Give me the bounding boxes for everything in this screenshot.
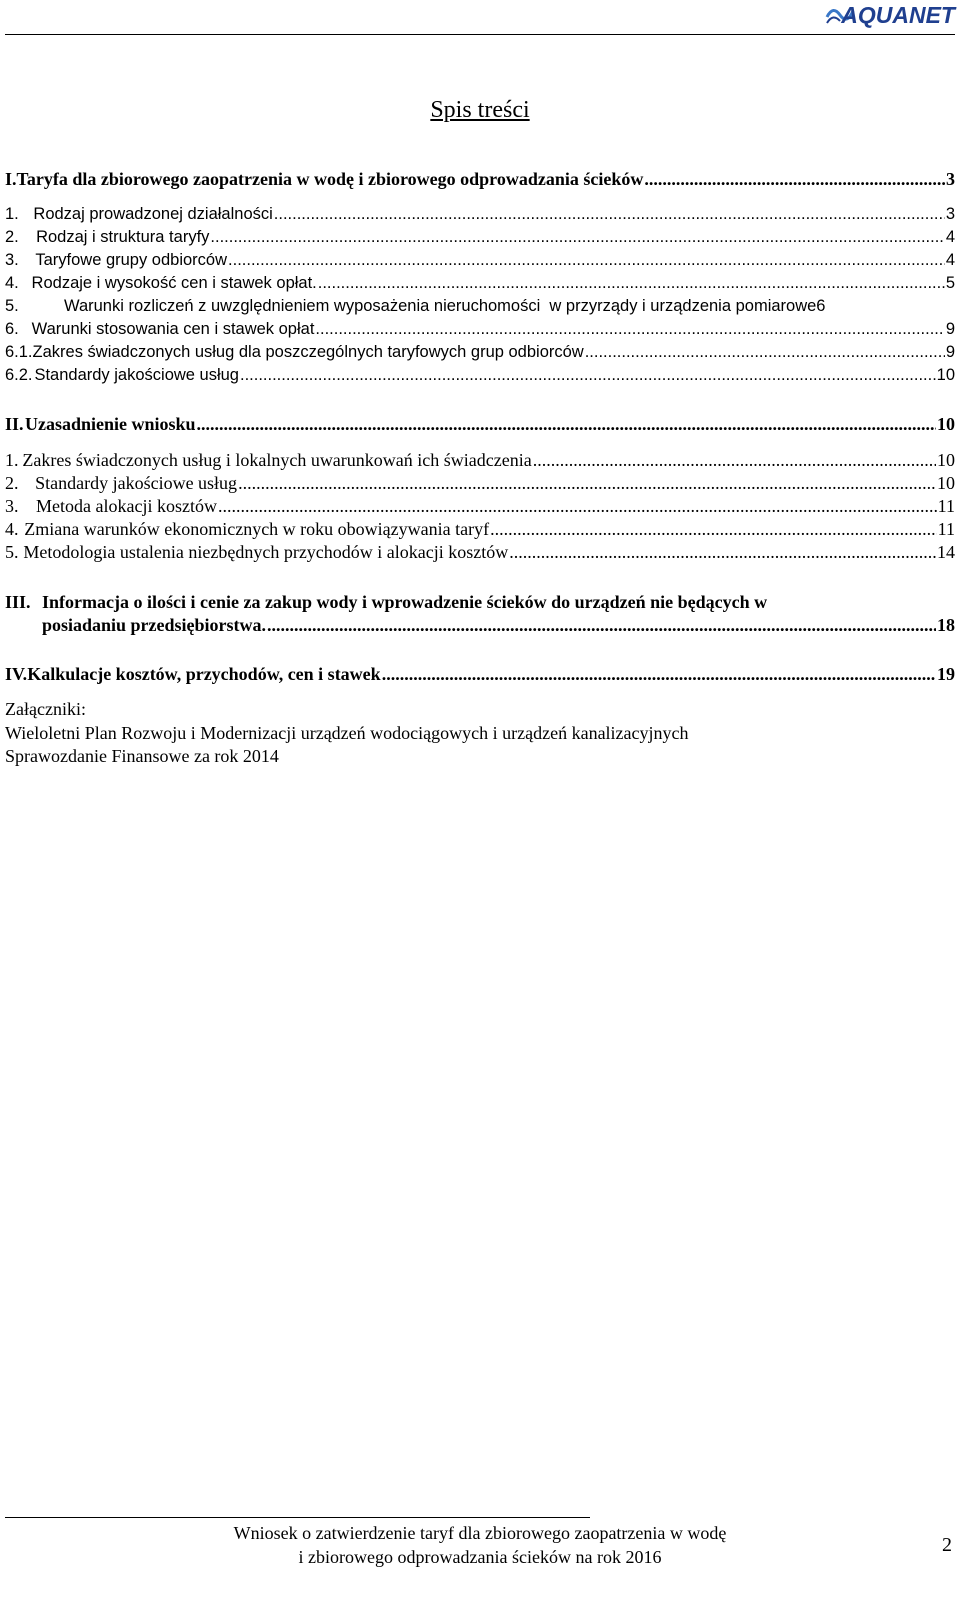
toc-page: 19	[937, 664, 955, 684]
toc-leader	[218, 495, 937, 518]
toc-leader	[228, 249, 945, 272]
logo-text: AQUANET	[841, 2, 955, 28]
header-divider	[5, 34, 955, 35]
toc-page: 9	[945, 320, 955, 338]
toc-text: Kalkulacje kosztów, przychodów, cen i stawek	[27, 664, 381, 684]
toc-leader	[509, 541, 936, 564]
footer-divider	[5, 1517, 590, 1518]
toc-entry[interactable]	[5, 495, 955, 518]
toc-text: Rodzaj prowadzonej działalności	[33, 205, 273, 223]
toc-page: 14	[937, 542, 955, 562]
toc-leader	[490, 518, 937, 541]
toc-entry[interactable]	[5, 295, 955, 318]
toc-text: Zakres świadczonych usług dla poszczególnych taryfowych grup odbiorców	[32, 343, 584, 361]
toc-leader	[210, 226, 944, 249]
toc-page: 11	[937, 519, 955, 539]
toc-page: 18	[937, 615, 955, 635]
toc-number: 5.	[5, 297, 19, 315]
toc-text: Rodzaj i struktura taryfy	[36, 228, 210, 246]
toc-entry[interactable]	[5, 226, 955, 249]
toc-entry-section-3-line2[interactable]	[42, 614, 955, 637]
toc-number: 4.	[5, 274, 19, 292]
footer-text	[0, 1521, 960, 1569]
toc-text: Taryfa dla zbiorowego zaopatrzenia w wodę i zbiorowego odprowadzania ścieków	[16, 169, 644, 189]
toc-page: 4	[945, 251, 955, 269]
toc-number: 3.	[5, 496, 19, 516]
toc-text: Zakres świadczonych usług i lokalnych uwarunkowań ich świadczenia	[22, 450, 532, 470]
toc-entry[interactable]	[5, 341, 955, 364]
toc-number: 1.	[5, 450, 19, 470]
toc-number: III.	[5, 592, 31, 612]
toc-entry-section-4[interactable]	[5, 663, 955, 686]
toc-number: 2.	[5, 473, 19, 493]
page-title: Spis treści	[430, 97, 530, 123]
toc-leader	[382, 663, 936, 686]
toc-page: 4	[945, 228, 955, 246]
toc-entry[interactable]	[5, 449, 955, 472]
toc-number: 2.	[5, 228, 19, 246]
toc-text: Metodologia ustalenia niezbędnych przychodów i alokacji kosztów	[23, 542, 509, 562]
toc-text: Warunki rozliczeń z uwzględnieniem wyposażenia nieruchomości w przyrządy i urządzenia pomiarowe	[64, 297, 817, 315]
toc-number: 6.1.	[5, 343, 33, 361]
toc-page: 10	[937, 414, 955, 434]
toc-text: Informacja o ilości i cenie za zakup wody i wprowadzenie ścieków do urządzeń nie będących w	[42, 592, 768, 612]
toc-entry-section-1[interactable]	[5, 168, 955, 191]
toc-text: Rodzaje i wysokość cen i stawek opłat.	[31, 274, 317, 292]
toc-leader	[267, 614, 936, 637]
toc-number: 4.	[5, 519, 19, 539]
toc-number: I.	[5, 169, 17, 189]
toc-entry[interactable]	[5, 272, 955, 295]
toc-text: Standardy jakościowe usług	[35, 473, 238, 493]
toc-page: 5	[945, 274, 955, 292]
toc-page: 6	[816, 297, 826, 315]
attachment-item: Wieloletni Plan Rozwoju i Modernizacji urządzeń wodociągowych i urządzeń kanalizacyjnych	[5, 723, 689, 743]
toc-entry[interactable]	[5, 364, 955, 387]
toc-leader	[274, 203, 945, 226]
toc-page: 3	[945, 205, 955, 223]
toc-entry[interactable]	[5, 518, 955, 541]
attachments-label: Załączniki:	[5, 699, 86, 719]
toc-page: 3	[946, 169, 955, 189]
toc-entry-section-2[interactable]	[5, 413, 955, 436]
toc-leader	[318, 272, 945, 295]
toc-number: II.	[5, 414, 24, 434]
toc-page: 10	[937, 473, 955, 493]
toc-leader	[585, 341, 945, 364]
toc-text: posiadaniu przedsiębiorstwa.	[42, 615, 267, 635]
toc-number: 6.2.	[5, 366, 33, 384]
footer-line-1: Wniosek o zatwierdzenie taryf dla zbiorowego zaopatrzenia w wodę	[233, 1523, 727, 1543]
toc-entry[interactable]	[5, 318, 955, 341]
toc-text: Warunki stosowania cen i stawek opłat	[31, 320, 315, 338]
toc-number: 6.	[5, 320, 19, 338]
attachment-item: Sprawozdanie Finansowe za rok 2014	[5, 746, 279, 766]
toc-leader	[238, 472, 936, 495]
toc-entry[interactable]	[5, 249, 955, 272]
toc-number: 1.	[5, 205, 19, 223]
toc-entry-section-3-line1[interactable]	[5, 591, 767, 614]
toc-page: 9	[945, 343, 955, 361]
toc-text: Zmiana warunków ekonomicznych w roku obowiązywania taryf	[24, 519, 490, 539]
toc-leader	[533, 449, 936, 472]
footer-line-2: i zbiorowego odprowadzania ścieków na rok 2016	[298, 1547, 662, 1567]
toc-leader	[197, 413, 936, 436]
toc-text: Uzasadnienie wniosku	[25, 414, 196, 434]
toc-text: Standardy jakościowe usług	[34, 366, 239, 384]
toc-leader	[240, 364, 936, 387]
toc-entry[interactable]	[5, 541, 955, 564]
toc-number: 5.	[5, 542, 19, 562]
toc-text: Taryfowe grupy odbiorców	[35, 251, 228, 269]
toc-number: 3.	[5, 251, 19, 269]
toc-entry[interactable]	[5, 472, 955, 495]
toc-leader	[315, 318, 944, 341]
toc-page: 11	[937, 496, 955, 516]
toc-page: 10	[936, 366, 955, 384]
toc-leader	[644, 168, 945, 191]
toc-text: Metoda alokacji kosztów	[36, 496, 217, 516]
toc-page: 10	[937, 450, 955, 470]
toc-entry[interactable]	[5, 203, 955, 226]
company-logo	[825, 0, 955, 30]
toc-number: IV.	[5, 664, 28, 684]
page-number: 2	[942, 1534, 952, 1556]
